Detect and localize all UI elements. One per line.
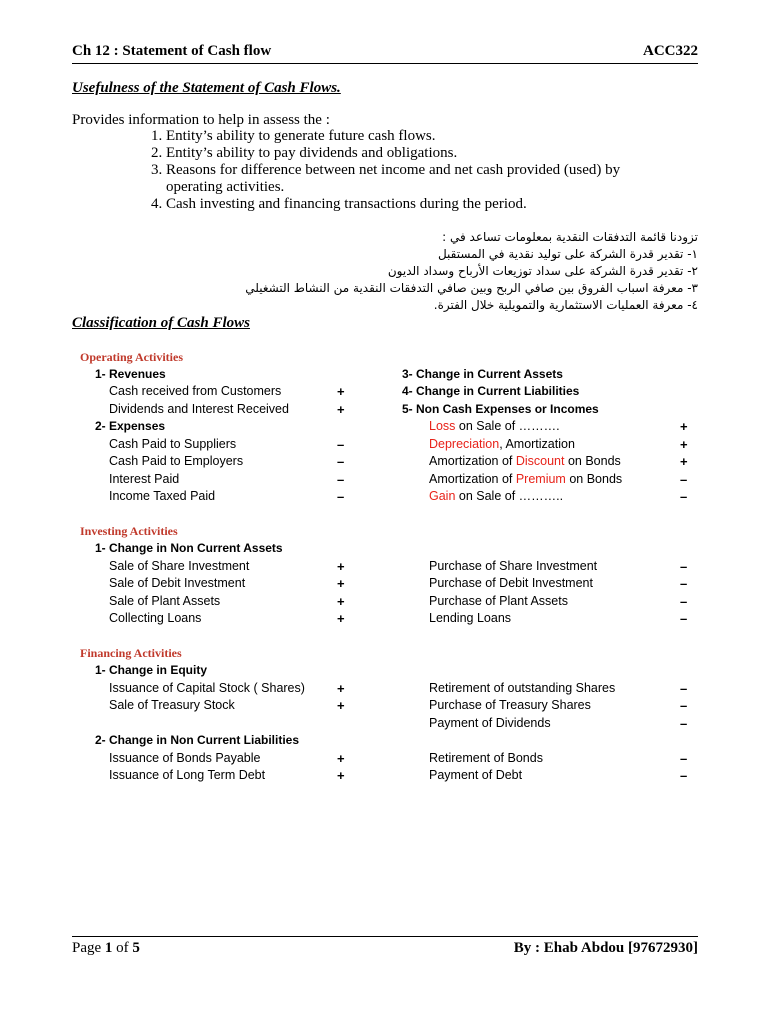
minus-sign: – [680,594,688,609]
operating-item: Dividends and Interest Received [109,402,289,416]
arabic-line: ٤- معرفة العمليات الاستثمارية والتمويلية خلال الفترة. [433,298,698,312]
financing-item: Payment of Debt [429,768,523,782]
minus-sign: – [680,489,688,504]
minus-sign: – [680,716,688,731]
equity-label: 1- Change in Equity [95,663,208,677]
plus-sign: + [680,437,688,452]
plus-sign: + [337,751,345,766]
investing-item: Sale of Plant Assets [109,594,221,608]
operating-item: Cash Paid to Employers [109,454,244,468]
list-item: 1. Entity’s ability to generate future cash flows. [166,128,676,145]
current-assets-label: 3- Change in Current Assets [402,367,563,381]
list-item: 4. Cash investing and financing transactions during the period. [166,196,676,213]
operating-item: Cash received from Customers [109,384,282,398]
investing-item: Sale of Share Investment [109,559,250,573]
operating-item: Interest Paid [109,472,180,486]
noncash-item: Gain on Sale of ……….. [429,489,564,503]
plus-sign: + [337,611,345,626]
plus-sign: + [337,698,345,713]
chapter-title: Ch 12 : Statement of Cash flow [72,43,272,59]
financing-item: Purchase of Treasury Shares [429,698,591,712]
noncash-item: Depreciation, Amortization [429,437,575,451]
current-liabilities-label: 4- Change in Current Liabilities [402,384,580,398]
classification-title: Classification of Cash Flows [72,315,250,331]
author-credit: By : Ehab Abdou [97672930] [513,940,698,956]
minus-sign: – [337,454,345,469]
noncash-item: Amortization of Premium on Bonds [429,472,623,486]
arabic-intro: تزودنا قائمة التدفقات النقدية بمعلومات تساعد في : [442,230,698,244]
non-current-assets-label: 1- Change in Non Current Assets [95,541,283,555]
investing-item: Lending Loans [429,611,512,625]
minus-sign: – [680,611,688,626]
minus-sign: – [680,559,688,574]
investing-item: Purchase of Plant Assets [429,594,568,608]
financing-heading: Financing Activities [80,646,182,660]
revenues-label: 1- Revenues [95,367,166,381]
plus-sign: + [337,594,345,609]
investing-item: Sale of Debit Investment [109,576,246,590]
plus-sign: + [337,559,345,574]
minus-sign: – [680,751,688,766]
usefulness-list [140,128,676,213]
minus-sign: – [337,489,345,504]
plus-sign: + [337,681,345,696]
financing-item: Retirement of Bonds [429,751,543,765]
footer-rule [72,936,698,937]
header-rule [72,63,698,64]
investing-item: Collecting Loans [109,611,202,625]
expenses-label: 2- Expenses [95,419,166,433]
minus-sign: – [337,472,345,487]
list-item: 3. Reasons for difference between net income and net cash provided (used) by operating activities. [166,162,676,196]
plus-sign: + [337,768,345,783]
operating-item: Income Taxed Paid [109,489,216,503]
financing-item: Issuance of Long Term Debt [109,768,266,782]
noncash-item: Loss on Sale of ………. [429,419,560,433]
minus-sign: – [680,576,688,591]
plus-sign: + [337,402,345,417]
investing-heading: Investing Activities [80,524,178,538]
minus-sign: – [680,681,688,696]
operating-heading: Operating Activities [80,350,183,364]
minus-sign: – [680,698,688,713]
ncl-label: 2- Change in Non Current Liabilities [95,733,300,747]
course-code: ACC322 [643,43,698,59]
financing-item: Retirement of outstanding Shares [429,681,616,695]
minus-sign: – [680,472,688,487]
minus-sign: – [680,768,688,783]
financing-item: Sale of Treasury Stock [109,698,235,712]
operating-item: Cash Paid to Suppliers [109,437,237,451]
non-cash-label: 5- Non Cash Expenses or Incomes [402,402,599,416]
financing-item: Issuance of Bonds Payable [109,751,261,765]
minus-sign: – [337,437,345,452]
investing-item: Purchase of Share Investment [429,559,598,573]
plus-sign: + [337,576,345,591]
investing-item: Purchase of Debit Investment [429,576,593,590]
financing-item: Payment of Dividends [429,716,551,730]
usefulness-title: Usefulness of the Statement of Cash Flows. [72,80,341,96]
financing-item: Issuance of Capital Stock ( Shares) [109,681,305,695]
page-number: Page 1 of 5 [72,940,140,956]
arabic-line: ١- تقدير قدرة الشركة على توليد نقدية في المستقبل [437,247,698,261]
plus-sign: + [680,419,688,434]
noncash-item: Amortization of Discount on Bonds [429,454,621,468]
plus-sign: + [680,454,688,469]
arabic-line: ٢- تقدير قدرة الشركة على سداد توزيعات الأرباح وسداد الديون [387,264,698,278]
usefulness-intro: Provides information to help in assess the : [72,112,330,128]
plus-sign: + [337,384,345,399]
list-item: 2. Entity’s ability to pay dividends and obligations. [166,145,676,162]
arabic-line: ٣- معرفة اسباب الفروق بين صافي الربح وبين صافي التدفقات النقدية من النشاط التشغيلي [245,281,698,295]
